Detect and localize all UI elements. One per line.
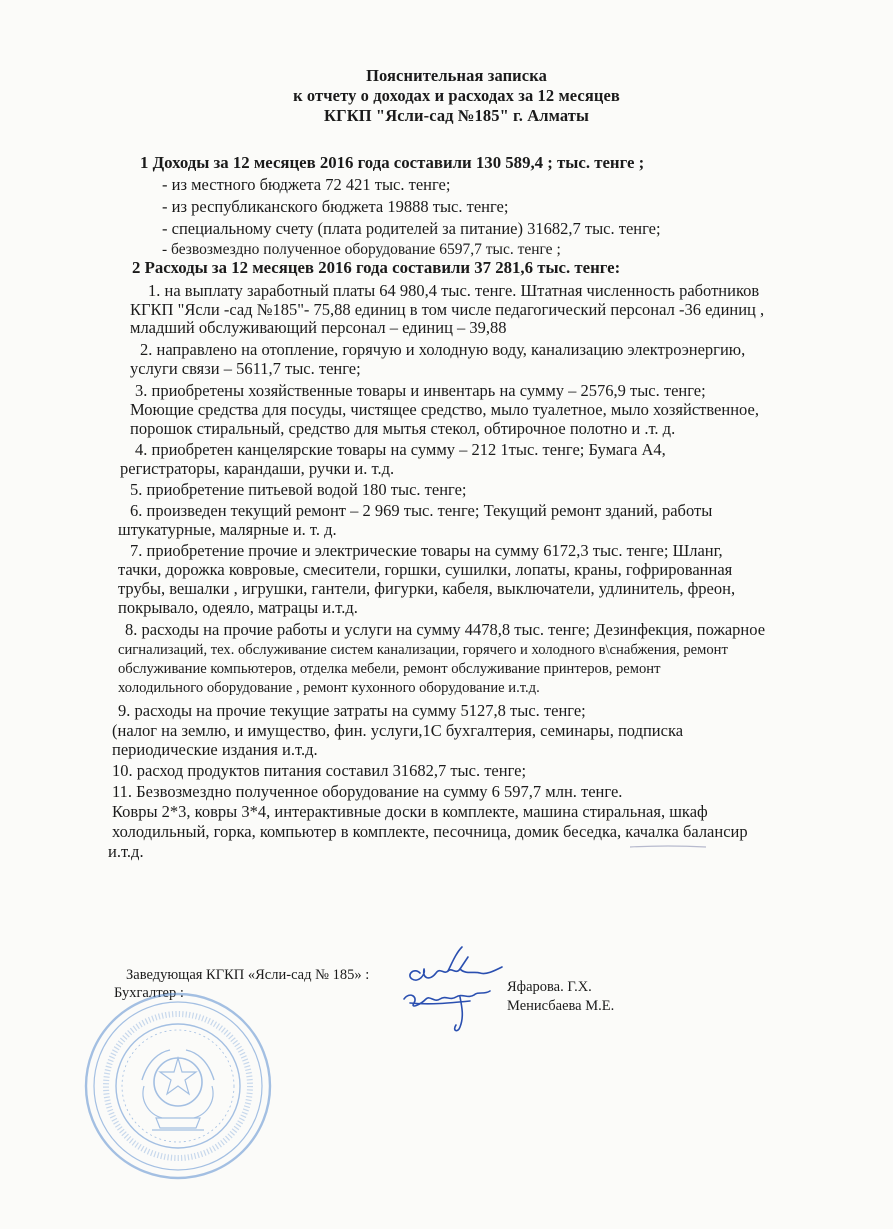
expense-item: и.т.д. <box>108 842 144 861</box>
expense-item: регистраторы, карандаши, ручки и. т.д. <box>120 459 395 478</box>
expense-item: штукатурные, малярные и. т. д. <box>118 520 337 539</box>
expense-item: 10. расход продуктов питания составил 31682,7 тыс. тенге; <box>112 761 527 780</box>
document-title: Пояснительная записка <box>366 66 547 85</box>
expense-item: 3. приобретены хозяйственные товары и инвентарь на сумму – 2576,9 тыс. тенге; <box>135 381 706 400</box>
expense-item: 1. на выплату заработный платы 64 980,4 тыс. тенге. Штатная численность работников <box>148 281 760 300</box>
expense-item: холодильного оборудование , ремонт кухонного оборудование и.т.д. <box>118 680 540 696</box>
expense-item: 8. расходы на прочие работы и услуги на сумму 4478,8 тыс. тенге; Дезинфекция, пожарное <box>125 620 766 639</box>
expense-item: Моющие средства для посуды, чистящее средство, мыло туалетное, мыло хозяйственное, <box>130 400 759 419</box>
income-heading: 1 Доходы за 12 месяцев 2016 года составили 130 589,4 ; тыс. тенге ; <box>140 153 645 172</box>
expense-item: 6. произведен текущий ремонт – 2 969 тыс. тенге; Текущий ремонт зданий, работы <box>130 501 713 520</box>
expense-item: услуги связи – 5611,7 тыс. тенге; <box>130 359 361 378</box>
expense-item: трубы, вешалки , игрушки, гантели, фигурки, кабеля, выключатели, удлинитель, фреон, <box>118 579 736 598</box>
expenses-heading: 2 Расходы за 12 месяцев 2016 года составили 37 281,6 тыс. тенге: <box>132 258 621 277</box>
expense-item: 2. направлено на отопление, горячую и холодную воду, канализацию электроэнергию, <box>140 340 746 359</box>
expense-item: обслуживание компьютеров, отделка мебели, ремонт обслуживание принтеров, ремонт <box>118 661 661 677</box>
director-name: Яфарова. Г.Х. <box>507 979 592 995</box>
expense-item: покрывало, одеяло, матрацы и.т.д. <box>118 598 358 617</box>
expense-item: тачки, дорожка ковровые, смесители, горшки, сушилки, лопаты, краны, гофрированная <box>118 560 733 579</box>
organization-stamp <box>82 990 274 1182</box>
expense-item: Ковры 2*3, ковры 3*4, интерактивные доски в комплекте, машина стиральная, шкаф <box>112 802 708 821</box>
expense-item: холодильный, горка, компьютер в комплекте, песочница, домик беседка, качалка балансир <box>112 822 748 841</box>
expense-item: периодические издания и.т.д. <box>112 740 318 759</box>
accountant-label: Бухгалтер : <box>114 985 184 1001</box>
expense-item: 4. приобретен канцелярские товары на сумму – 212 1тыс. тенге; Бумага А4, <box>135 440 666 459</box>
income-line: - из местного бюджета 72 421 тыс. тенге; <box>162 175 451 194</box>
expense-item: порошок стиральный, средство для мытья стекол, обтирочное полотно и .т. д. <box>130 419 676 438</box>
organization-name: КГКП "Ясли-сад №185" г. Алматы <box>324 106 589 125</box>
income-line: - специальному счету (плата родителей за питание) 31682,7 тыс. тенге; <box>162 219 661 238</box>
document-subtitle: к отчету о доходах и расходах за 12 месяцев <box>293 86 620 105</box>
expense-item: 11. Безвозмездно полученное оборудование на сумму 6 597,7 млн. тенге. <box>112 782 623 801</box>
pen-mark <box>628 845 708 849</box>
accountant-name: Менисбаева М.Е. <box>507 998 615 1014</box>
expense-item: (налог на землю, и имущество, фин. услуги,1С бухгалтерия, семинары, подписка <box>112 721 684 740</box>
expense-item: 9. расходы на прочие текущие затраты на сумму 5127,8 тыс. тенге; <box>118 701 586 720</box>
expense-item: 7. приобретение прочие и электрические товары на сумму 6172,3 тыс. тенге; Шланг, <box>130 541 723 560</box>
income-line: - из республиканского бюджета 19888 тыс. тенге; <box>162 197 509 216</box>
expense-item: младший обслуживающий персонал – единиц – 39,88 <box>130 318 507 337</box>
expense-item: КГКП "Ясли -сад №185"- 75,88 единиц в том числе педагогический персонал -36 единиц , <box>130 300 765 319</box>
signature <box>390 945 520 1040</box>
expense-item: сигнализаций, тех. обслуживание систем канализации, горячего и холодного в\снабжения, ремонт <box>118 642 728 658</box>
director-label: Заведующая КГКП «Ясли-сад № 185» : <box>126 967 370 983</box>
income-line: - безвозмездно полученное оборудование 6597,7 тыс. тенге ; <box>162 241 561 258</box>
expense-item: 5. приобретение питьевой водой 180 тыс. тенге; <box>130 480 467 499</box>
